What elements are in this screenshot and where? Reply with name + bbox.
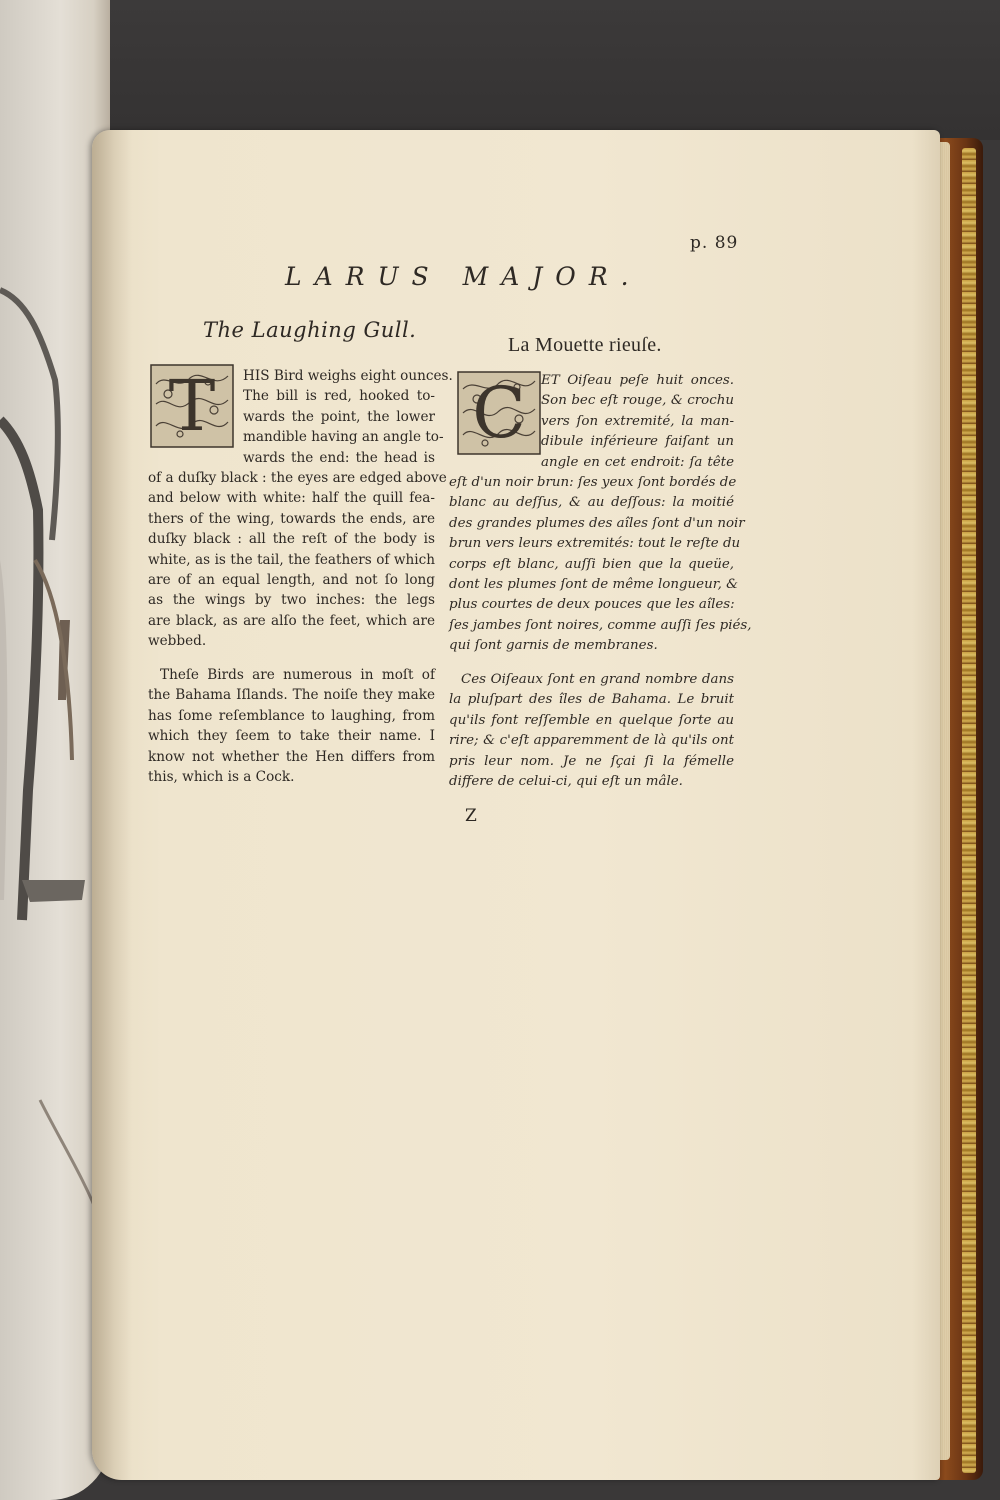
text-line: Ces Oiſeaux ſont en grand nombre dans [461, 672, 734, 687]
english-paragraph-1 [148, 366, 453, 651]
text-line: white, as is the tail, the feathers of which [148, 551, 435, 568]
text-line: Son bec eſt rouge, & crochu [541, 393, 734, 409]
french-heading: La Mouette rieuſe. [508, 334, 662, 356]
text-line: wards the end: the head is [243, 449, 435, 466]
text-line: and below with white: half the quill fea- [148, 490, 435, 507]
text-line: has ſome reſemblance to laughing, from [148, 707, 435, 724]
text-line: ſes jambes ſont noires, comme auſſi ſes piés, [449, 617, 752, 633]
text-line: duſky black : all the reſt of the body is [148, 531, 435, 548]
text-line: vers ſon extremité, la man- [541, 413, 734, 429]
text-line: pris leur nom. Je ne ſçai ſi la fémelle [449, 753, 734, 769]
text-line: this, which is a Cock. [148, 768, 295, 785]
text-line: HIS Bird weighs eight ounces. [243, 368, 453, 384]
text-line: ET Oiſeau peſe huit onces. [541, 373, 734, 388]
text-line: of a duſky black : the eyes are edged above [148, 469, 447, 486]
text-line: The bill is red, hooked to- [243, 388, 435, 405]
text-line: know not whether the Hen differs from [148, 748, 435, 765]
text-line: rire; & c'eſt apparemment de là qu'ils ont [449, 733, 734, 749]
text-line: the Bahama Iſlands. The noiſe they make [148, 687, 435, 704]
text-line: qui ſont garnis de membranes. [449, 638, 658, 654]
text-line: plus courtes de deux pouces que les aîles: [449, 597, 735, 613]
dropcap-letter: C [472, 372, 526, 454]
text-line: dibule inférieure faiſant un [541, 434, 734, 450]
text-line: as the wings by two inches: the legs [148, 592, 435, 609]
text-line: wards the point, the lower [243, 408, 435, 425]
text-line: dont les plumes ſont de même longueur, & [449, 576, 739, 592]
text-line: la pluſpart des îles de Bahama. Le bruit [449, 692, 734, 708]
text-line: angle en cet endroit: ſa tête [541, 454, 734, 470]
text-line: are of an equal length, and not ſo long [148, 571, 435, 588]
text-line: differe de celui-ci, qui eſt un mâle. [449, 773, 683, 789]
background [0, 0, 1000, 140]
english-heading: The Laughing Gull. [203, 318, 417, 342]
text-line: are black, as are alſo the feet, which are [148, 612, 435, 629]
page-number: p. 89 [690, 233, 739, 253]
french-paragraph-2 [449, 670, 734, 792]
text-line: des grandes plumes des aîles ſont d'un noir [449, 515, 745, 531]
page-title: LARUS MAJOR. [285, 262, 642, 291]
gilt-edge-decoration [962, 148, 976, 1473]
text-line: qu'ils font reſſemble en quelque ſorte au [449, 712, 734, 728]
text-line: which they ſeem to take their name. I [148, 728, 435, 745]
text-line: mandible having an angle to- [243, 429, 444, 446]
page-gutter-shadow [92, 130, 132, 1480]
french-paragraph-1 [449, 371, 752, 656]
text-line: webbed. [148, 633, 207, 650]
text-line: Theſe Birds are numerous in moſt of [160, 667, 435, 683]
signature-mark: Z [465, 806, 477, 826]
text-line: eſt d'un noir brun: ſes yeux ſont bordés de [449, 474, 737, 490]
text-line: corps eſt blanc, auſſi bien que la queüe, [449, 556, 734, 572]
text-line: thers of the wing, towards the ends, are [148, 510, 435, 527]
text-line: blanc au deſſus, & au deſſous: la moitié [449, 495, 734, 511]
dropcap-letter: T [168, 365, 216, 447]
text-line: brun vers leurs extremités: tout le reſte du [449, 536, 741, 552]
english-paragraph-2 [148, 665, 435, 787]
